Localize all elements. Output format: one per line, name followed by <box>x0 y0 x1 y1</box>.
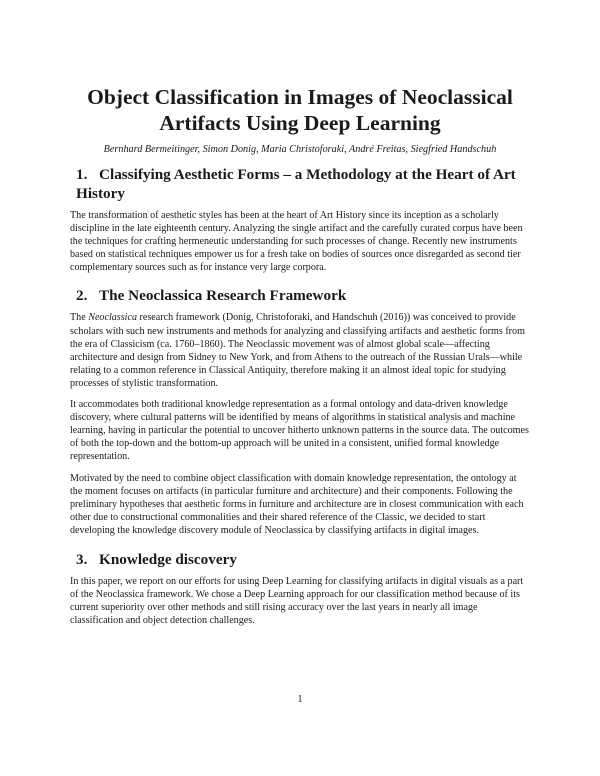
paragraph-text: The <box>70 312 89 324</box>
section-3 <box>70 550 530 627</box>
section-1 <box>70 165 530 274</box>
paragraph: It accommodates both traditional knowledge representation as a formal ontology and data-driven knowledge discovery, where cultural patterns will be identified by means of algorithms in statistical analysis and machine learning, having in particular the potential to uncover hitherto unknown patterns in the source data. The outcomes of both the top-down and the bottom-up approach will be united in a consistent, unified formal knowledge representation. <box>70 399 529 463</box>
paragraph <box>70 311 530 390</box>
paragraph-text: research framework (Donig, Christoforaki, and Handschuh (2016)) was conceived to provide scholars with such new instruments and methods for analyzing and classifying artifacts and aesthetic forms from the era of Classicism (ca. 1760–1860). The Neoclassic movement was of almost global scale—affecting architecture and design from Sidney to New York, and from Athens to the outreach of the Russian Urals—while relating to a common reference in Classical Antiquity, therefore making it an almost ideal topic for studying processes of stylistic transformation. <box>70 312 525 389</box>
section-number: 2. <box>76 287 88 305</box>
section-number: 3. <box>76 550 88 568</box>
paragraph: The transformation of aesthetic styles has been at the heart of Art History since its inception as a scholarly discipline in the late eighteenth century. Analyzing the single artifact and the carefully curated corpus have been the techniques for crafting hermeneutic understanding for such processes of change. Recently new instruments based on statistical techniques empower us for a fresh take on bodies of sources once disregarded as second tier complementary sources such as for instance very large corpora. <box>70 210 523 274</box>
author-list: Bernhard Bermeitinger, Simon Donig, Maria Christoforaki, André Freitas, Siegfried Handschuh <box>103 144 497 155</box>
section-title: Knowledge discovery <box>99 550 237 568</box>
section-heading <box>70 550 530 569</box>
paragraph: In this paper, we report on our efforts for using Deep Learning for classifying artifacts in digital visuals as a part of the Neoclassica framework. We chose a Deep Learning approach for our classification method because of its current superiority over other methods and still rising accuracy over the last years in nearly all image classification and object detection challenges. <box>70 575 524 627</box>
framework-name: Neoclassica <box>88 312 137 324</box>
page-content <box>70 84 530 635</box>
page-number: 1 <box>297 694 303 705</box>
paragraph: Motivated by the need to combine object classification with domain knowledge representation, the ontology at the moment focuses on artifacts (in particular furniture and architecture) and their components. Following the preliminary hypotheses that aesthetic forms in furniture and architecture are in closest communication with each other due to constructional commonalities and their shared reference of the Classic, we decided to start developing the knowledge discovery module of Neoclassica by classifying artifacts in digital images. <box>70 472 524 536</box>
section-title: Classifying Aesthetic Forms – a Methodology at the Heart of Art History <box>76 166 516 202</box>
section-title: The Neoclassica Research Framework <box>99 287 347 305</box>
section-heading <box>70 286 530 305</box>
section-2 <box>70 286 530 537</box>
section-heading <box>70 165 530 203</box>
paper-title: Object Classification in Images of Neoclassical Artifacts Using Deep Learning <box>87 85 513 135</box>
section-number: 1. <box>76 166 88 183</box>
